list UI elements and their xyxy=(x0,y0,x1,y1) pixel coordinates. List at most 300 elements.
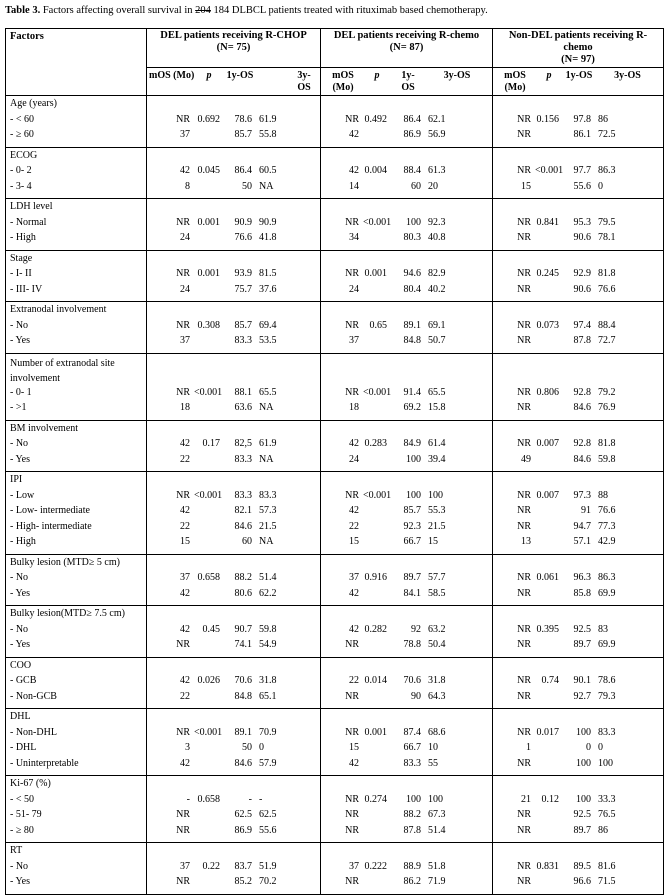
g2-3y-os: 55.3 xyxy=(428,505,446,517)
g3-1y-os: 90.1 xyxy=(573,675,591,687)
g2-values-cell xyxy=(321,554,493,606)
group2-title: DEL patients receiving R-chemo xyxy=(333,30,480,41)
g3-1y-os: 97.4 xyxy=(573,319,591,331)
factor-row xyxy=(6,147,664,199)
g2-1y-os: 100 xyxy=(406,216,421,228)
g1-p-value: 0.658 xyxy=(197,572,220,584)
g3-3y-os: 86.3 xyxy=(598,572,616,584)
g2-values-cell xyxy=(321,250,493,302)
factor-title: Bulky lesion(MTD≥ 7.5 cm) xyxy=(10,608,125,620)
g2-p-value xyxy=(363,454,391,470)
g2-p-value: 0.283 xyxy=(364,438,387,450)
g1-3y-os: 65.5 xyxy=(259,386,277,398)
g2-3y-os: 40.8 xyxy=(428,232,446,244)
g3-1y-os: 95.3 xyxy=(573,216,591,228)
group1-title: DEL patients receiving R-CHOP xyxy=(160,30,307,41)
g1-3y-os: 62.5 xyxy=(259,809,277,821)
factor-level-label: - Non-GCB xyxy=(10,690,57,702)
g1-mos: 42 xyxy=(180,438,190,450)
g1-mos: 42 xyxy=(180,587,190,599)
g3-mos: 13 xyxy=(521,536,531,548)
factor-level-label: - Yes xyxy=(10,876,31,888)
g1-1y-os: 85.2 xyxy=(234,876,252,888)
g1-1y-os: 82,5 xyxy=(234,438,252,450)
g1-mos: NR xyxy=(176,113,190,125)
g2-p-value xyxy=(363,521,391,537)
g2-1y-os: 100 xyxy=(406,489,421,501)
g3-values-cell xyxy=(493,776,664,843)
g1-values-cell xyxy=(147,472,321,555)
g2-3y-os: 63.2 xyxy=(428,623,446,635)
g3-1y-os: 86.1 xyxy=(573,129,591,141)
g2-p-value xyxy=(363,335,391,351)
g2-p-value xyxy=(363,691,391,707)
factor-cell xyxy=(6,302,147,354)
header-row-groups xyxy=(6,29,664,68)
g3-values-cell xyxy=(493,147,664,199)
g2-mos: NR xyxy=(345,824,359,836)
g2-values-cell xyxy=(321,606,493,658)
g3-1y-os: 92.8 xyxy=(573,438,591,450)
g2-3y-os: 21.5 xyxy=(428,520,446,532)
g1-p-value xyxy=(194,521,224,537)
g1-1y-os: 90.7 xyxy=(234,623,252,635)
g2-1y-os: 100 xyxy=(406,453,421,465)
g2-3y-os: 50.7 xyxy=(428,335,446,347)
group3-header xyxy=(493,29,664,68)
g1-mos: 37 xyxy=(180,129,190,141)
g3-1y-os: 89.7 xyxy=(573,639,591,651)
g1-mos: 37 xyxy=(180,335,190,347)
g2-p-value: 0.001 xyxy=(364,268,387,280)
g2-1y-os: 90 xyxy=(411,690,421,702)
g2-3y-os: 92.3 xyxy=(428,216,446,228)
factor-row xyxy=(6,709,664,776)
factor-row xyxy=(6,96,664,148)
g1-p-value xyxy=(194,505,224,521)
g3-1y-os: 96.3 xyxy=(573,572,591,584)
g2-mos: NR xyxy=(345,319,359,331)
g2-values-cell xyxy=(321,199,493,251)
g3-mos: 15 xyxy=(521,180,531,192)
caption-text-before: Factors affecting overall survival in xyxy=(40,5,196,16)
g3-1y-os: 97.3 xyxy=(573,489,591,501)
g1-p-value xyxy=(194,588,224,604)
group1-subheader xyxy=(147,68,321,96)
g2-mos: 15 xyxy=(349,536,359,548)
g3-mos: NR xyxy=(517,165,531,177)
g3-1y-os: 92.7 xyxy=(573,690,591,702)
g1-3y-os: 65.1 xyxy=(259,690,277,702)
g1-p-value xyxy=(194,402,224,418)
g2-p-value xyxy=(363,536,391,552)
g3-3y-os: 81.8 xyxy=(598,268,616,280)
g2-3y-os: 40.2 xyxy=(428,283,446,295)
g3-p-value: 0.007 xyxy=(536,438,559,450)
g3-p-value xyxy=(535,521,563,537)
g1-values-cell xyxy=(147,843,321,895)
factor-title: Ki-67 (%) xyxy=(10,778,51,790)
g1-3y-os: NA xyxy=(259,180,274,192)
g3-p-value xyxy=(535,454,563,470)
factor-title: RT xyxy=(10,845,23,857)
g1-mos: NR xyxy=(176,726,190,738)
g2-p-value xyxy=(363,505,391,521)
g1-1y-os: 63.6 xyxy=(234,402,252,414)
g3-p-value xyxy=(535,588,563,604)
g3-p-value xyxy=(535,691,563,707)
g2-1y-os: 78.8 xyxy=(403,639,421,651)
g3-3y-os: 79.2 xyxy=(598,386,616,398)
factor-level-label: - Uninterpretable xyxy=(10,757,79,769)
g2-p-value: <0.001 xyxy=(363,386,392,398)
g3-p-value xyxy=(535,825,563,841)
g2-1y-os: 88.2 xyxy=(403,809,421,821)
g3-1y-os: 89.5 xyxy=(573,860,591,872)
g3-mos: NR xyxy=(517,268,531,280)
g1-1y-os: 89.1 xyxy=(234,726,252,738)
g1-mos: 3 xyxy=(185,742,190,754)
g1-mos: NR xyxy=(176,639,190,651)
g3-1y-os: 97.7 xyxy=(573,165,591,177)
g1-3y-os: 70.9 xyxy=(259,726,277,738)
factor-level-label: - No xyxy=(10,572,29,584)
factor-cell xyxy=(6,250,147,302)
g2-mos: 42 xyxy=(349,165,359,177)
g2-3y-os: 61.4 xyxy=(428,438,446,450)
factor-row xyxy=(6,420,664,472)
g1-p-value: 0.45 xyxy=(202,623,220,635)
g3-mos: NR xyxy=(517,824,531,836)
g1-p-value: <0.001 xyxy=(194,386,223,398)
g1-3y-os: NA xyxy=(259,402,274,414)
group1-header xyxy=(147,29,321,68)
g1-mos: 37 xyxy=(180,572,190,584)
g2-mos: 14 xyxy=(349,180,359,192)
g2-mos: NR xyxy=(345,876,359,888)
g3-mos: NR xyxy=(517,489,531,501)
g2-p-value: 0.001 xyxy=(364,726,387,738)
survival-table xyxy=(5,28,664,895)
factor-row xyxy=(6,472,664,555)
g3-p-value: 0.841 xyxy=(536,216,559,228)
g2-values-cell xyxy=(321,302,493,354)
g2-3y-os: 82.9 xyxy=(428,268,446,280)
g1-mos: NR xyxy=(176,268,190,280)
g3-mos: NR xyxy=(517,216,531,228)
g1-3y-os: 69.4 xyxy=(259,319,277,331)
g1-mos: 24 xyxy=(180,283,190,295)
factor-title: ECOG xyxy=(10,149,38,161)
g2-3y-os: 15 xyxy=(428,536,438,548)
g2-mos: NR xyxy=(345,386,359,398)
g2-p-value: 0.014 xyxy=(364,675,387,687)
factor-level-label: - High xyxy=(10,536,36,548)
g1-1y-os: 88.2 xyxy=(234,572,252,584)
g1-1y-os: 70.6 xyxy=(234,675,252,687)
g1-mos: 42 xyxy=(180,623,190,635)
g3-3y-os: 83.3 xyxy=(598,726,616,738)
table-caption xyxy=(5,5,488,16)
factor-row xyxy=(6,199,664,251)
g2-mos: 42 xyxy=(349,623,359,635)
g3-1y-header: 1y-OS xyxy=(565,70,593,82)
g3-3y-os: 86.3 xyxy=(598,165,616,177)
g1-3y-os: 70.2 xyxy=(259,876,277,888)
factor-title: Number of extranodal site involvement xyxy=(10,357,115,385)
g2-3y-os: 39.4 xyxy=(428,453,446,465)
g1-3y-os: 61.9 xyxy=(259,113,277,125)
g1-3y-os: 21.5 xyxy=(259,520,277,532)
factor-cell xyxy=(6,776,147,843)
g3-1y-os: 87.8 xyxy=(573,335,591,347)
g2-mos: 37 xyxy=(349,860,359,872)
g3-3y-os: 76.9 xyxy=(598,402,616,414)
g1-1y-os: 85.7 xyxy=(234,129,252,141)
factor-title: IPI xyxy=(10,474,23,486)
g2-values-cell xyxy=(321,843,493,895)
g1-p-value xyxy=(194,691,224,707)
factor-title: LDH level xyxy=(10,201,53,213)
g1-3y-os: 0 xyxy=(259,742,264,754)
g3-mos: NR xyxy=(517,860,531,872)
g1-3y-os: 31.8 xyxy=(259,675,277,687)
g3-mos: NR xyxy=(517,386,531,398)
g2-values-cell xyxy=(321,96,493,148)
g1-mos: NR xyxy=(176,216,190,228)
g2-1y-os: 86.2 xyxy=(403,876,421,888)
g3-1y-os: 89.7 xyxy=(573,824,591,836)
g2-mos: NR xyxy=(345,809,359,821)
g2-3y-os: 50.4 xyxy=(428,639,446,651)
g1-mos: NR xyxy=(176,809,190,821)
factor-level-label: - Normal xyxy=(10,216,47,228)
g1-mos: 22 xyxy=(180,690,190,702)
g2-3y-os: 10 xyxy=(428,742,438,754)
g1-p-value xyxy=(194,758,224,774)
g3-p-value xyxy=(535,232,563,248)
g1-mos: 15 xyxy=(180,536,190,548)
g2-mos: 42 xyxy=(349,587,359,599)
g3-1y-os: 55.6 xyxy=(573,180,591,192)
g1-1y-os: 86.9 xyxy=(234,824,252,836)
g1-p-value: 0.22 xyxy=(202,860,220,872)
g2-mos: 42 xyxy=(349,757,359,769)
factor-cell xyxy=(6,472,147,555)
g3-p-value: 0.395 xyxy=(536,623,559,635)
g2-mos-header: mOS (Mo) xyxy=(332,70,354,93)
g1-mos: 24 xyxy=(180,232,190,244)
g1-1y-os: 62.5 xyxy=(234,809,252,821)
table-wrapper xyxy=(5,28,664,895)
g1-values-cell xyxy=(147,302,321,354)
g1-1y-os: 75.7 xyxy=(234,283,252,295)
g2-mos: 42 xyxy=(349,129,359,141)
g1-1y-os: 90.9 xyxy=(234,216,252,228)
factor-level-label: - No xyxy=(10,623,29,635)
g2-mos: 24 xyxy=(349,283,359,295)
g3-mos: 21 xyxy=(521,793,531,805)
g3-1y-os: 84.6 xyxy=(573,453,591,465)
g1-p-value: 0.17 xyxy=(202,438,220,450)
g1-values-cell xyxy=(147,96,321,148)
g2-1y-os: 86.9 xyxy=(403,129,421,141)
g3-1y-os: 92.8 xyxy=(573,386,591,398)
factor-cell xyxy=(6,96,147,148)
g3-mos-header: mOS (Mo) xyxy=(504,70,526,93)
g2-mos: NR xyxy=(345,113,359,125)
g3-mos: NR xyxy=(517,113,531,125)
g1-1y-os: 82.1 xyxy=(234,505,252,517)
factor-level-label: - No xyxy=(10,860,29,872)
g1-1y-os: - xyxy=(248,793,252,805)
g2-3y-os: 64.3 xyxy=(428,690,446,702)
g1-3y-os: 55.8 xyxy=(259,129,277,141)
g3-1y-os: 100 xyxy=(576,757,591,769)
factor-row xyxy=(6,843,664,895)
g3-values-cell xyxy=(493,199,664,251)
factor-cell xyxy=(6,147,147,199)
g1-3y-os: - xyxy=(259,793,263,805)
g1-values-cell xyxy=(147,554,321,606)
g3-values-cell xyxy=(493,472,664,555)
caption-label: Table 3. xyxy=(5,5,41,16)
factor-row xyxy=(6,250,664,302)
g2-1y-os: 88.9 xyxy=(403,860,421,872)
factor-level-label: - 51- 79 xyxy=(10,809,42,821)
g1-3y-os: 54.9 xyxy=(259,639,277,651)
factor-level-label: - High- intermediate xyxy=(10,520,92,532)
g3-p-value xyxy=(535,181,563,197)
g3-3y-os: 78.6 xyxy=(598,675,616,687)
g3-values-cell xyxy=(493,353,664,420)
g3-mos: NR xyxy=(517,283,531,295)
g3-1y-os: 100 xyxy=(576,726,591,738)
g2-1y-os: 91.4 xyxy=(403,386,421,398)
g3-p-value xyxy=(535,505,563,521)
factor-cell xyxy=(6,606,147,658)
g2-p-value xyxy=(363,284,391,300)
g2-1y-os: 92.3 xyxy=(403,520,421,532)
g3-mos: NR xyxy=(517,587,531,599)
group1-n: (N= 75) xyxy=(216,42,251,54)
g2-3y-os: 67.3 xyxy=(428,809,446,821)
g2-mos: NR xyxy=(345,216,359,228)
g3-values-cell xyxy=(493,250,664,302)
factor-level-label: - No xyxy=(10,319,29,331)
g3-3y-os: 69.9 xyxy=(598,587,616,599)
g3-p-value: 0.073 xyxy=(536,319,559,331)
g3-values-cell xyxy=(493,96,664,148)
g3-values-cell xyxy=(493,709,664,776)
g2-p-value: 0.492 xyxy=(364,113,387,125)
g2-1y-os: 86.4 xyxy=(403,113,421,125)
factor-title: Stage xyxy=(10,252,33,264)
g2-mos: NR xyxy=(345,793,359,805)
g1-values-cell xyxy=(147,353,321,420)
factor-cell xyxy=(6,199,147,251)
g3-mos: NR xyxy=(517,757,531,769)
g3-1y-os: 92.5 xyxy=(573,809,591,821)
g1-3y-os: 90.9 xyxy=(259,216,277,228)
g2-3y-os: 71.9 xyxy=(428,876,446,888)
factor-level-label: - Yes xyxy=(10,587,31,599)
g1-mos: 42 xyxy=(180,757,190,769)
g1-p-header: p xyxy=(206,70,212,82)
factor-cell xyxy=(6,843,147,895)
factor-title: Age (years) xyxy=(10,98,57,110)
g2-values-cell xyxy=(321,657,493,709)
g2-1y-os: 94.6 xyxy=(403,268,421,280)
g2-p-value xyxy=(363,232,391,248)
g1-1y-os: 50 xyxy=(242,742,252,754)
g1-p-value: <0.001 xyxy=(194,489,223,501)
g3-p-value: <0.001 xyxy=(535,165,564,177)
g1-p-value: 0.026 xyxy=(197,675,220,687)
g2-3y-os: 65.5 xyxy=(428,386,446,398)
g2-mos: NR xyxy=(345,268,359,280)
g1-p-value xyxy=(194,284,224,300)
g1-p-value xyxy=(194,181,224,197)
group3-title: Non-DEL patients receiving R-chemo xyxy=(508,30,648,54)
g3-mos: NR xyxy=(517,726,531,738)
g3-mos: NR xyxy=(517,809,531,821)
g3-p-value xyxy=(535,129,563,145)
g1-mos: - xyxy=(186,793,190,805)
g2-p-value: 0.222 xyxy=(364,860,387,872)
caption-struck-number: 204 xyxy=(195,5,211,16)
g2-p-header: p xyxy=(374,70,380,82)
g3-3y-os: 81.8 xyxy=(598,438,616,450)
factor-row xyxy=(6,606,664,658)
g1-mos: 42 xyxy=(180,165,190,177)
g3-3y-os: 77.3 xyxy=(598,520,616,532)
g3-values-cell xyxy=(493,657,664,709)
g3-3y-os: 86 xyxy=(598,824,608,836)
caption-text-after: 184 DLBCL patients treated with rituximab based chemotherapy. xyxy=(210,5,488,16)
group2-n: (N= 87) xyxy=(389,42,424,54)
g3-p-value xyxy=(535,402,563,418)
g2-p-value xyxy=(363,825,391,841)
g3-1y-os: 96.6 xyxy=(573,876,591,888)
g3-p-value xyxy=(535,742,563,758)
g2-values-cell xyxy=(321,353,493,420)
g2-1y-os: 66.7 xyxy=(403,536,421,548)
factor-level-label: - GCB xyxy=(10,675,37,687)
g2-3y-os: 55 xyxy=(428,757,438,769)
g1-mos: NR xyxy=(176,489,190,501)
g2-1y-os: 89.7 xyxy=(403,572,421,584)
g2-3y-os: 57.7 xyxy=(428,572,446,584)
g2-1y-os: 87.4 xyxy=(403,726,421,738)
g1-mos: NR xyxy=(176,386,190,398)
g1-1y-os: 78.6 xyxy=(234,113,252,125)
g2-p-value xyxy=(363,129,391,145)
factor-level-label: - 0- 1 xyxy=(10,386,32,398)
g3-p-value: 0.061 xyxy=(536,572,559,584)
g2-1y-header: 1y-OS xyxy=(401,70,415,93)
factor-level-label: - ≥ 80 xyxy=(10,824,34,836)
g2-1y-os: 69.2 xyxy=(403,402,421,414)
g2-mos: 42 xyxy=(349,505,359,517)
g1-3y-os: 62.2 xyxy=(259,587,277,599)
g1-3y-os: 61.9 xyxy=(259,438,277,450)
factor-level-label: - < 50 xyxy=(10,793,34,805)
g3-mos: NR xyxy=(517,639,531,651)
g3-values-cell xyxy=(493,420,664,472)
g1-values-cell xyxy=(147,657,321,709)
g2-1y-os: 70.6 xyxy=(403,675,421,687)
